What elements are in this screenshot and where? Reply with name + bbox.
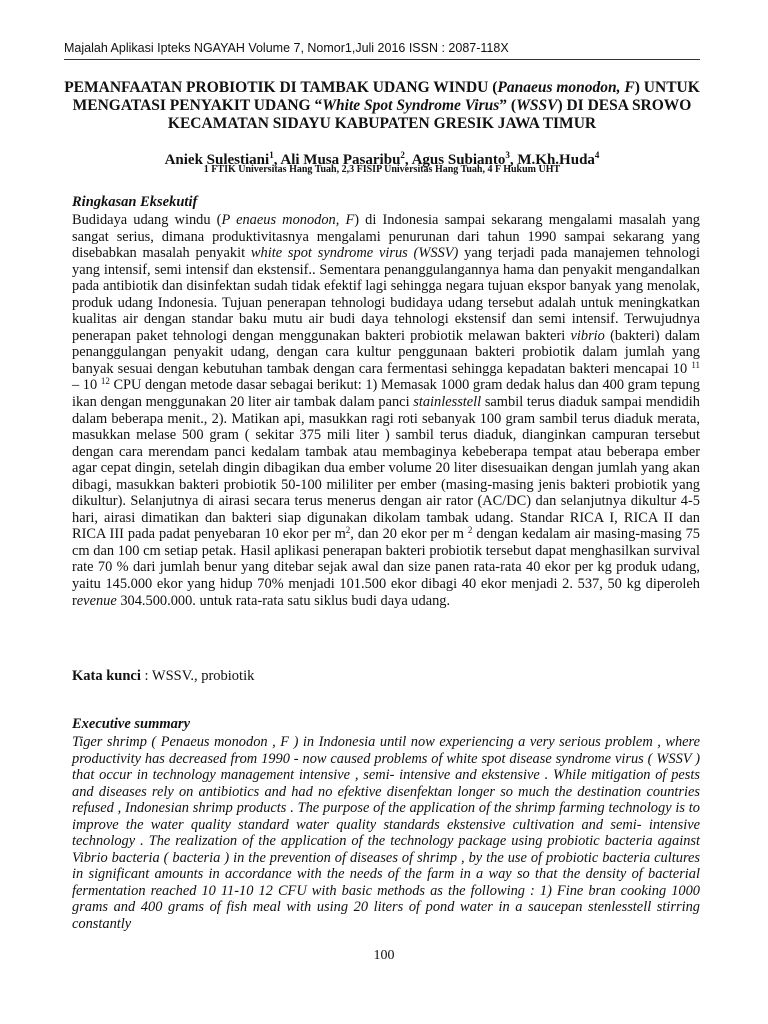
- ringkasan-heading: Ringkasan Eksekutif: [72, 194, 198, 210]
- italic-run: P enaeus monodon, F: [221, 212, 355, 228]
- title-species: Panaeus monodon, F: [497, 79, 635, 96]
- executive-paragraph: Tiger shrimp ( Penaeus monodon , F ) in Indonesia until now experiencing a very serious problem , where productivity has decreased from 1990 - now caused problems of white spot disease syndrome virus ( WSSV ) that occur in technology management intensive , semi- intensive and ekstensive . While mitigation of pests and diseases rely on antibiotics and had no efektive disenfektan longer so much the destination countries refused , Indonesian shrimp products . The purpose of the application of the shrimp farming technology is to improve the water quality standard water quality standards ekstensive cultivation and semi- intensive technology . The realization of the application of the technology package using probiotic bacteria against Vibrio bacteria ( bacteria ) in the prevention of diseases of shrimp , by the use of probiotic bacteria cultures in significant amounts in accordance with the needs of the farm in a way so that the density of bacterial fermentation reached 10 11-10 12 CFU with basic methods as the following : 1) Fine bran cooking 1000 grams and 400 grams of fish meal with using 20 liters of pond water in a saucepan stenlesstell stirring constantly: [72, 734, 700, 933]
- superscript: 12: [100, 376, 110, 387]
- title-part-2: ) UNTUK MENGATASI PENYAKIT UDANG “: [72, 79, 700, 114]
- italic-run: white spot syndrome virus (WSSV): [250, 245, 459, 262]
- executive-heading: Executive summary: [72, 716, 191, 732]
- text-run: ) di Indonesia sampai sekarang mengalami masalah yang sangat serius, dimana produktivitasnya mengalami penurunan dari tahun 1990 sampai sekarang yang disebabkan masalah penyakit: [72, 212, 700, 262]
- author-separator: ,: [404, 152, 412, 168]
- keywords-label: Kata kunci: [72, 668, 141, 684]
- text-run: Budidaya udang windu (: [72, 212, 222, 228]
- title-part-4: ) DI DESA SROWO KECAMATAN SIDAYU KABUPATEN GRESIK JAWA TIMUR: [167, 97, 692, 132]
- header-rule: [64, 59, 700, 60]
- text-run: CPU dengan metode dasar sebagai berikut: 1) Memasak 1000 gram dedak halus dan 400 gram tepung ikan dengan menggunakan 20 liter air tambak dalam panci: [72, 377, 700, 411]
- text-run: sambil terus diaduk sampai mendidih dalam beberapa menit., 2). Matikan api, masukkan ragi roti sebanyak 100 gram sambil terus diaduk merata, masukkan melase 500 gram ( sekitar 375 mili liter ) sambil terus diaduk, dianginkan campuran tersebut dengan cara merendam panci kedalam tambak atau membaginya kebeberapa tempat atau beberapa ember agar cepat dingin, setelah dingin dibagikan dua ember volume 20 liter disesuaikan dengan jumlah yang akan dibagi, masukkan bakteri probiotik 50-100 mililiter per ember (masing-masing jenis bakteri probiotik yang dikultur). Selanjutnya di airasi secara terus menerus dengan air rator (AC/DC) dan selanjutnya dikultur 4-5 hari, airasi dimatikan dan bakteri siap digunakan dikolam tambak udang. Standar RICA I, RICA II dan RICA III pada padat penyebaran 10 ekor per m: [72, 394, 701, 543]
- ringkasan-body: [72, 212, 700, 609]
- author-affil-mark: 1: [269, 150, 274, 160]
- author-separator: ,: [273, 152, 281, 168]
- journal-header: Majalah Aplikasi Ipteks NGAYAH Volume 7, Nomor1,Juli 2016 ISSN : 2087-118X: [64, 41, 509, 55]
- title-part-1: PEMANFAATAN PROBIOTIK DI TAMBAK UDANG WINDU (: [64, 79, 498, 96]
- author-name: Agus Subianto: [411, 152, 506, 168]
- title-part-3: ” (: [499, 97, 517, 114]
- italic-run: vibrio: [570, 327, 605, 344]
- author-affil-mark: 2: [400, 150, 405, 160]
- affiliations: 1 FTIK Universitas Hang Tuah, 2,3 FISIP Universitas Hang Tuah, 4 F Hukum UHT: [203, 164, 561, 175]
- paper-title: [64, 79, 700, 133]
- keywords: [72, 668, 254, 685]
- text-run: dengan kedalam air masing-masing 75 cm dan 100 cm setiap petak. Hasil aplikasi penerapan bakteri probiotik tersebut dapat menghasilkan survival rate 70 % dari jumlah benur yang ditebar sejak awal dan size panen rata-rata 40 ekor per kg produk udang, yaitu 145.000 ekor yang hidup 70% menjadi 101.500 ekor dibagi 40 ekor menjadi 2. 537, 50 kg diperoleh r: [72, 526, 700, 609]
- ringkasan-paragraph: [72, 212, 700, 609]
- text-run: , dan 20 ekor per m: [350, 526, 468, 543]
- superscript: 2: [467, 525, 473, 536]
- title-abbrev: WSSV: [516, 97, 558, 114]
- superscript: 2: [345, 525, 351, 536]
- author-affil-mark: 3: [505, 150, 510, 160]
- page-number: 100: [373, 948, 395, 963]
- author-name: Ali Musa Pasaribu: [280, 152, 401, 168]
- title-virus: White Spot Syndrome Virus: [322, 97, 500, 114]
- keywords-value: : WSSV., probiotik: [140, 668, 255, 684]
- author-name: M.Kh.Huda: [517, 152, 595, 168]
- superscript: 11: [691, 359, 700, 370]
- executive-body: [72, 734, 700, 933]
- author-separator: ,: [509, 152, 518, 168]
- text-run: yang terjadi pada manajemen tehnologi yang intensif, semi intensif dan ekstensif.. Sementara penanggulangannya hama dan penyakit mengandalkan pada antibiotik dan disinfektan sudah tidak efektif lagi sehingga negara tujuan ekspor banyak yang menolak, produk udang Indonesia. Tujuan penerapan tehnologi budidaya udang tersebut adalah untuk meningkatkan kualitas air dengan standar baku mutu air budi daya tehnologi ekstensif dan semi intensif. Terwujudnya penerapan paket tehnologi dengan menggunakan bakteri probiotik melawan bakteri: [72, 245, 700, 344]
- text-run: 304.500.000. untuk rata-rata satu siklus budi daya udang.: [116, 592, 451, 609]
- author-affil-mark: 4: [594, 150, 600, 160]
- author-name: Aniek Sulestiani: [164, 152, 270, 168]
- italic-run: stainlesstell: [413, 394, 482, 411]
- text-run: (bakteri) dalam penanggulangan penyakit udang, dengan cara kultur penggunaan bakteri probiotik dalam jumlah yang banyak sesuai dengan kebutuhan tambak dengan cara fermentasi sehingga kepadatan bakteri mencapai 10: [72, 327, 700, 377]
- italic-run: evenue: [76, 592, 117, 609]
- text-run: – 10: [72, 377, 101, 394]
